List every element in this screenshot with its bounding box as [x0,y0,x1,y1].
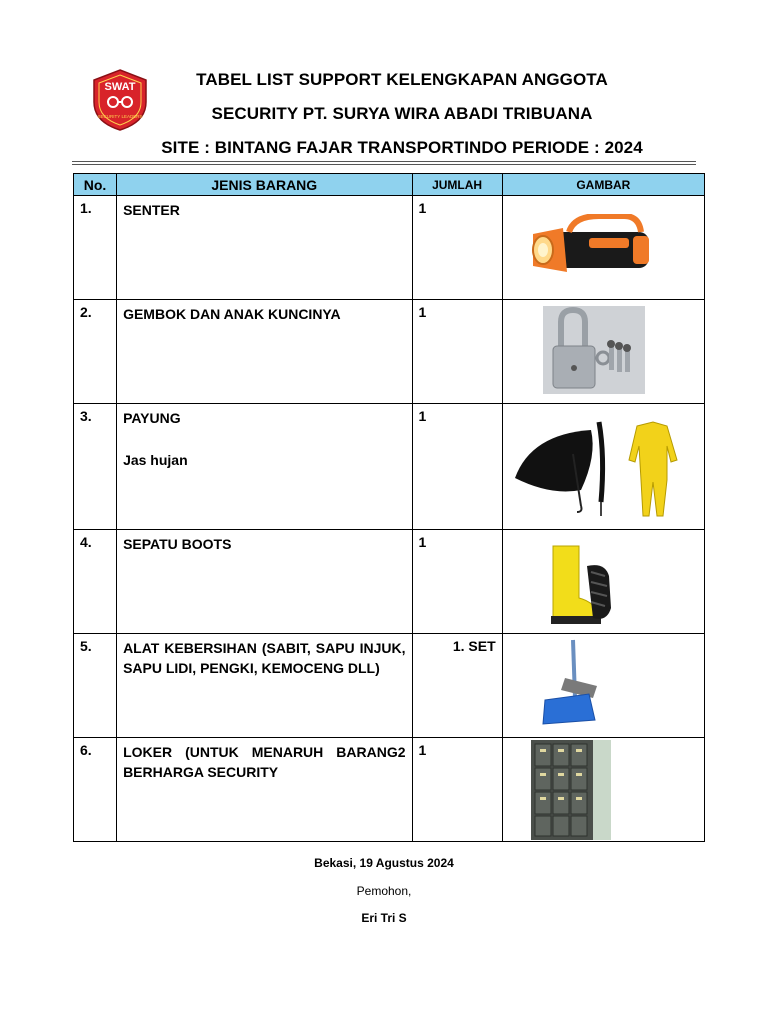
item-name: ALAT KEBERSIHAN (SABIT, SAPU INJUK, SAPU LIDI, PENGKI, KEMOCENG DLL) [117,634,412,738]
row-number: 6. [74,738,117,842]
logo-text: SWAT [104,81,136,93]
locker-image [531,740,611,840]
document-title-line-2: SECURITY PT. SURYA WIRA ABADI TRIBUANA [211,104,593,123]
padlock-image [543,306,645,394]
item-image-cell [502,196,704,300]
table-row [74,738,705,842]
row-number: 4. [74,530,117,634]
column-header-gambar: GAMBAR [502,174,704,196]
column-header-jenis-barang: JENIS BARANG [117,174,412,196]
item-image-cell [502,300,704,404]
column-header-no: No. [74,174,117,196]
umbrella-raincoat-image [511,416,697,520]
document-title-line-1: TABEL LIST SUPPORT KELENGKAPAN ANGGOTA [196,70,608,89]
row-number: 3. [74,404,117,530]
row-number: 1. [74,196,117,300]
broom-dustpan-image [537,638,627,730]
table-row [74,404,705,530]
item-quantity: 1 [412,738,502,842]
item-image-cell [502,634,704,738]
logo-subtext: SECURITY LEADERS [97,114,143,119]
column-header-jumlah: JUMLAH [412,174,502,196]
table-row [74,634,705,738]
header-divider-bottom [72,164,696,165]
item-name: SENTER [117,196,412,300]
row-number: 5. [74,634,117,738]
item-image-cell [502,404,704,530]
table-row [74,530,705,634]
item-quantity: 1 [412,404,502,530]
flashlight-image [529,214,659,284]
item-image-cell [502,738,704,842]
item-name-cell [117,404,412,530]
item-name: PAYUNG [123,410,181,426]
equipment-table [73,173,705,842]
table-row [74,196,705,300]
boots-image [529,536,639,630]
item-quantity: 1 [412,196,502,300]
table-header-row [74,174,705,196]
table-row [74,300,705,404]
item-name: LOKER (UNTUK MENARUH BARANG2 BERHARGA SECURITY [117,738,412,842]
item-subname: Jas hujan [123,452,188,468]
row-number: 2. [74,300,117,404]
header-divider-top [72,161,696,162]
item-name: SEPATU BOOTS [117,530,412,634]
document-title-line-3: SITE : BINTANG FAJAR TRANSPORTINDO PERIODE : 2024 [161,138,643,157]
item-quantity: 1 [412,300,502,404]
applicant-label: Pemohon, [356,884,412,898]
applicant-name: Eri Tri S [361,911,407,925]
item-quantity: 1. SET [412,634,502,738]
item-image-cell [502,530,704,634]
place-date: Bekasi, 19 Agustus 2024 [314,856,454,870]
item-quantity: 1 [412,530,502,634]
item-name: GEMBOK DAN ANAK KUNCINYA [117,300,412,404]
